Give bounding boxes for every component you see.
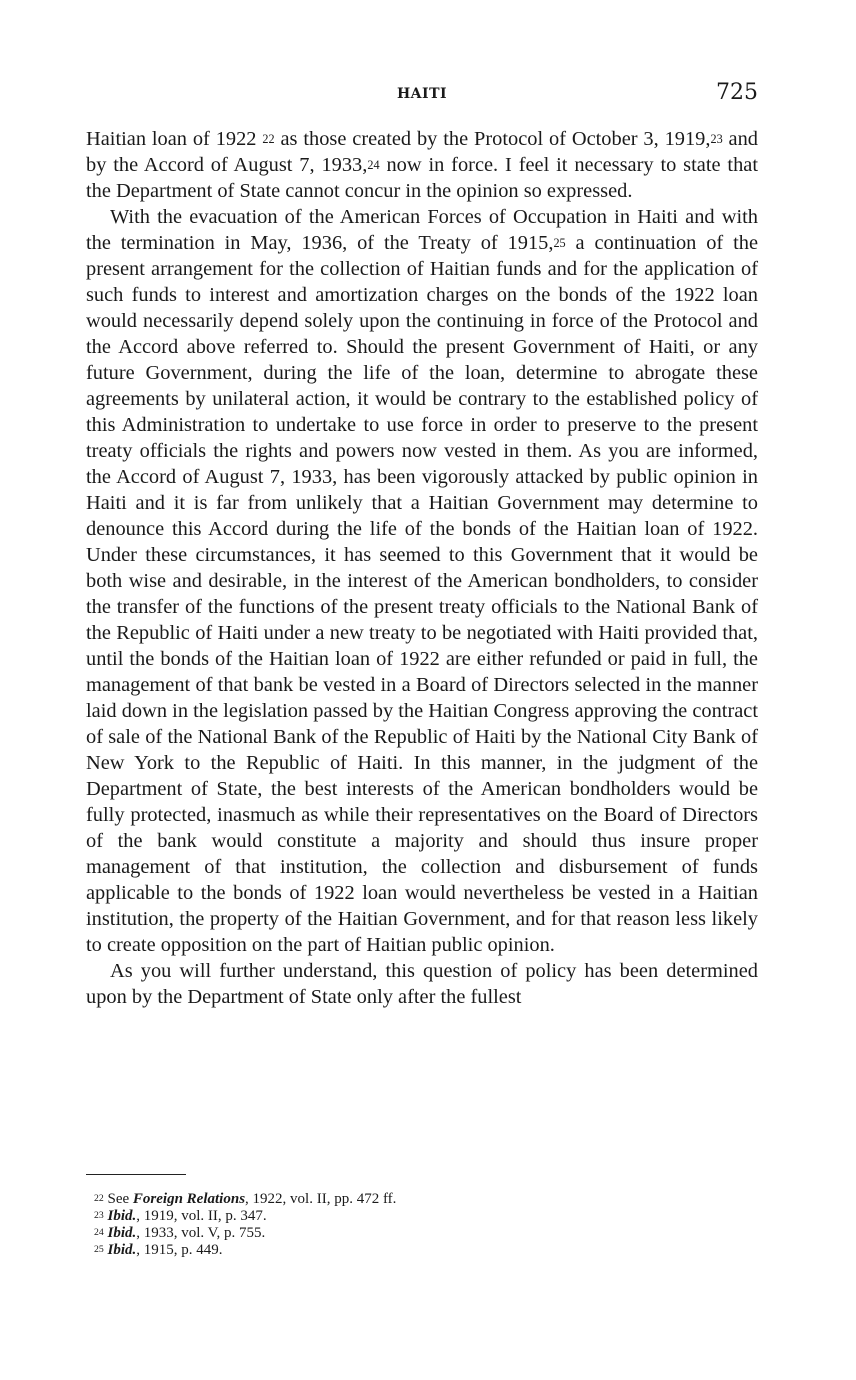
- body-text: [86, 126, 758, 1010]
- footnote-text: , 1915, p. 449.: [136, 1242, 223, 1258]
- footnote-text: , 1919, vol. II, p. 347.: [136, 1208, 267, 1224]
- footnote-number: 25: [94, 1244, 104, 1256]
- text-run: As you will further understand, this question of policy has been determined upon by the Department of State only after the fullest: [86, 960, 758, 1008]
- footnote-number: 24: [94, 1227, 104, 1239]
- text-run: and by the Accord of August 7, 1933,: [86, 128, 759, 176]
- text-run: now in force. I feel it necessary to state that the Department of State cannot concur in the opinion so expressed.: [86, 154, 758, 202]
- footnote-text: See: [103, 1191, 133, 1207]
- footnote-marker: 25: [553, 235, 566, 250]
- footnote-marker: 23: [710, 131, 723, 146]
- footnote: [86, 1242, 758, 1259]
- footnote-citation: Ibid.: [107, 1208, 137, 1224]
- text-run: With the evacuation of the American Forces of Occupation in Haiti and with the termination in May, 1936, of the Treaty of 1915,: [86, 206, 758, 254]
- footnote-citation: Ibid.: [107, 1242, 137, 1258]
- footnote-citation: Foreign Relations: [132, 1191, 246, 1207]
- footnote-marker: 24: [367, 157, 380, 172]
- text-run: a continuation of the present arrangement for the collection of Haitian funds and for the application of such funds to interest and amortization charges on the bonds of the 1922 loan would necessarily depend solely upon the continuing in force of the Protocol and the Accord above referred to. Should the present Government of Haiti, or any future Government, during the life of the loan, determine to abrogate these agreements by unilateral action, it would be contrary to the established policy of this Administration to undertake to use force in order to preserve to the present treaty officials the rights and powers now vested in them. As you are informed, the Accord of August 7, 1933, has been vigorously attacked by public opinion in Haiti and it is far from unlikely that a Haitian Government may determine to denounce this Accord during the life of the bonds of the Haitian loan of 1922. Under these circumstances, it has seemed to this Government that it would be both wise and desirable, in the interest of the American bondholders, to consider the transfer of the functions of the present treaty officials to the National Bank of the Republic of Haiti under a new treaty to be negotiated with Haiti provided that, until the bonds of the Haitian loan of 1922 are either refunded or paid in full, the management of that bank be vested in a Board of Directors selected in the manner laid down in the legislation passed by the Haitian Congress approving the contract of sale of the National Bank of the Republic of Haiti by the National City Bank of New York to the Republic of Haiti. In this manner, in the judgment of the Department of State, the best interests of the American bondholders would be fully protected, inasmuch as while their representatives on the Board of Directors of the bank would constitute a majority and should thus insure proper management of that institution, the collection and disbursement of funds applicable to the bonds of 1922 loan would nevertheless be vested in a Haitian institution, the property of the Haitian Government, and for that reason less likely to create opposition on the part of Haitian public opinion.: [86, 232, 758, 956]
- footnote-divider: [86, 1174, 186, 1175]
- footnote: [86, 1225, 758, 1242]
- paragraph-evacuation: [86, 204, 758, 958]
- footnotes: [86, 1191, 758, 1259]
- footnote: [86, 1191, 758, 1208]
- text-run: as those created by the Protocol of October 3, 1919,: [274, 128, 711, 150]
- footnote-text: , 1933, vol. V, p. 755.: [136, 1225, 266, 1241]
- paragraph-further-understand: [86, 958, 758, 1010]
- page-number: 725: [716, 80, 758, 105]
- footnote-number: 23: [94, 1210, 104, 1222]
- footnote: [86, 1208, 758, 1225]
- footnote-text: , 1922, vol. II, pp. 472 ff.: [245, 1191, 397, 1207]
- paragraph-continued: [86, 126, 758, 204]
- footnote-marker: 22: [262, 131, 275, 146]
- running-title: HAITI: [396, 86, 448, 102]
- footnote-number: 22: [94, 1193, 104, 1205]
- footnote-citation: Ibid.: [107, 1225, 137, 1241]
- running-head: [86, 80, 758, 110]
- text-run: Haitian loan of 1922: [86, 128, 263, 150]
